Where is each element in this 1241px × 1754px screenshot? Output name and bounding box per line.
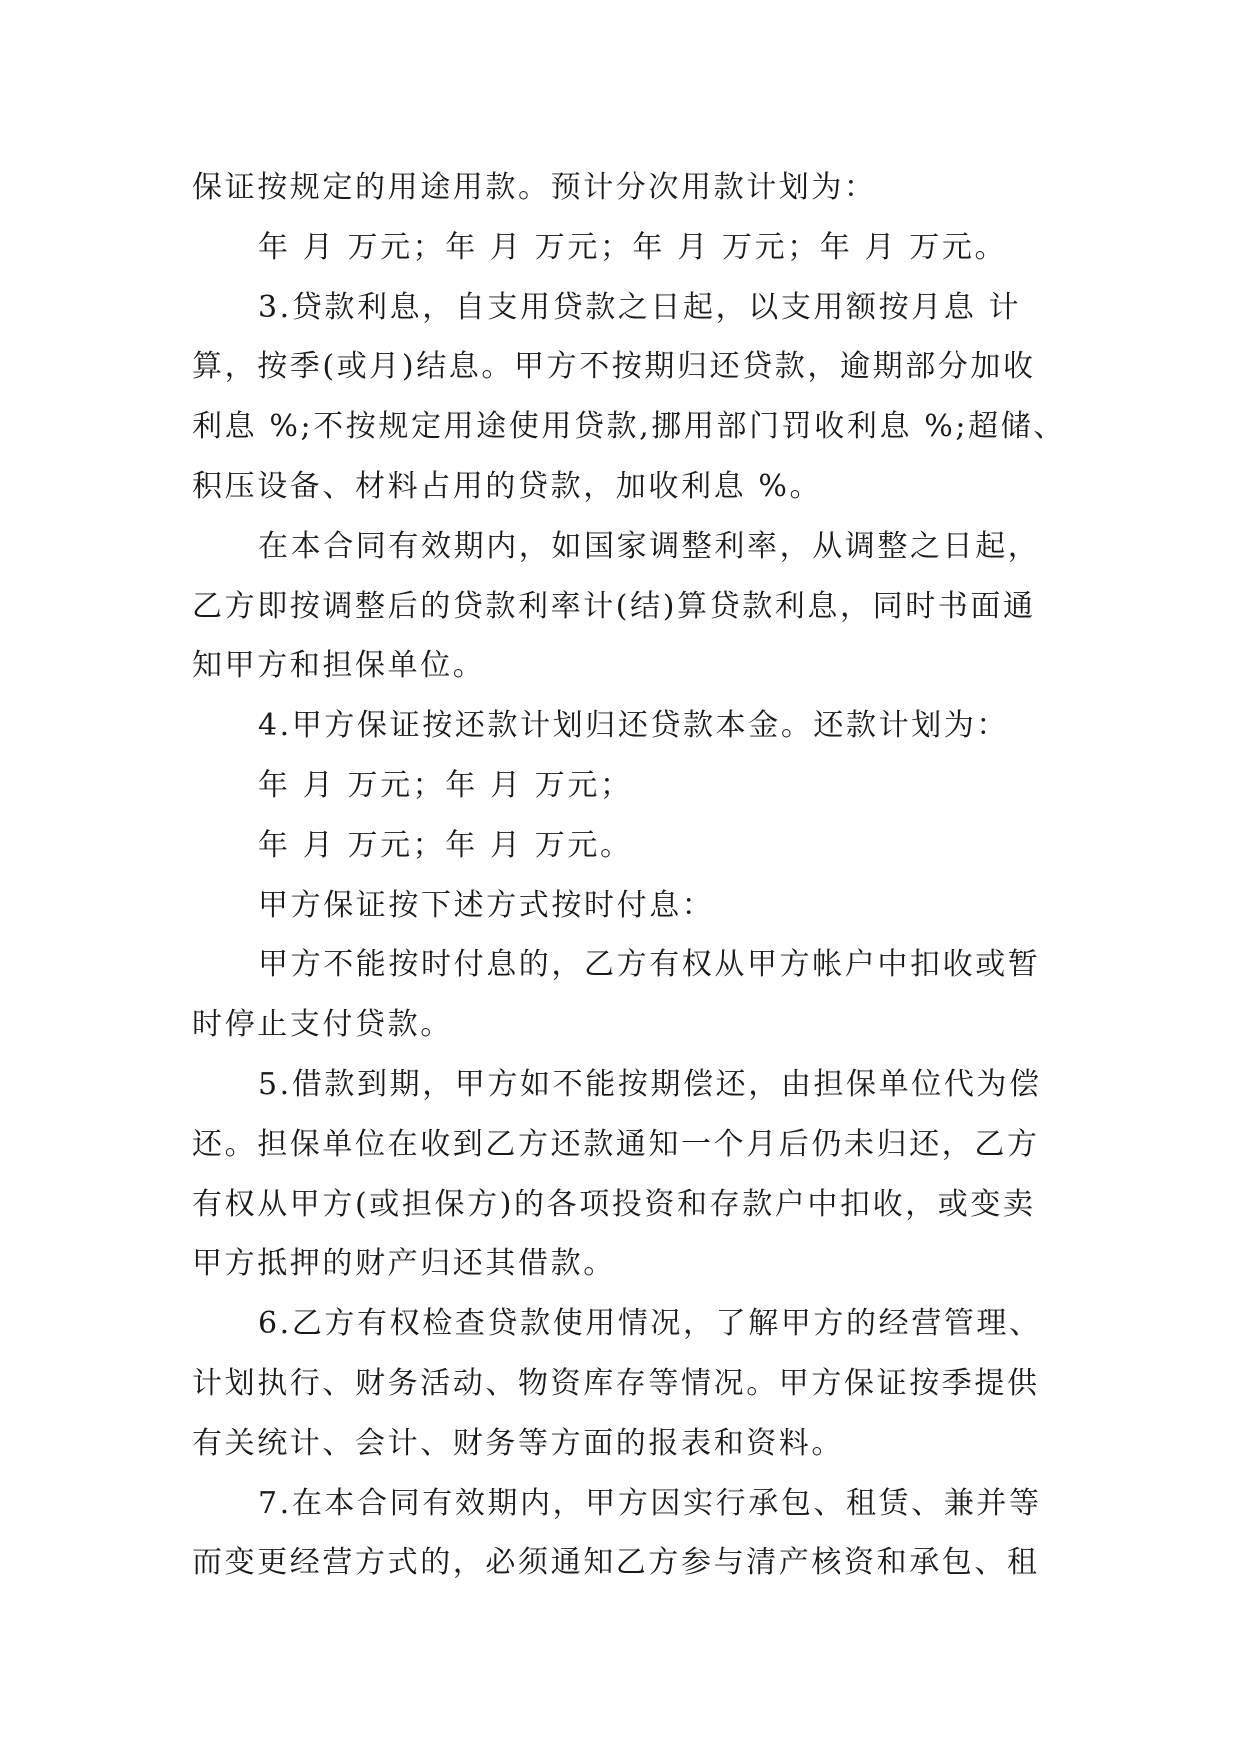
text-line: 3.贷款利息，自支用贷款之日起，以支用额按月息 计 xyxy=(258,290,1022,325)
text-line: 甲方保证按下述方式按时付息： xyxy=(258,888,715,923)
text-line: 在本合同有效期内，如国家调整利率，从调整之日起， xyxy=(258,529,1041,564)
text-line: 还。担保单位在收到乙方还款通知一个月后仍未归还，乙方 xyxy=(192,1127,1040,1162)
text-line: 甲方不能按时付息的，乙方有权从甲方帐户中扣收或暂 xyxy=(258,947,1041,982)
text-line: 保证按规定的用途用款。预计分次用款计划为： xyxy=(192,170,877,205)
text-line: 计划执行、财务活动、物资库存等情况。甲方保证按季提供 xyxy=(192,1366,1040,1401)
text-line: 有权从甲方(或担保方)的各项投资和存款户中扣收，或变卖 xyxy=(192,1187,1036,1222)
text-line: 积压设备、材料占用的贷款，加收利息 %。 xyxy=(192,469,823,504)
text-line: 利息 %;不按规定用途使用贷款,挪用部门罚收利息 %;超储、 xyxy=(192,409,1066,444)
text-line: 时停止支付贷款。 xyxy=(192,1007,453,1042)
text-line: 有关统计、会计、财务等方面的报表和资料。 xyxy=(192,1426,844,1461)
text-line: 4.甲方保证按还款计划归还贷款本金。还款计划为： xyxy=(258,708,1010,743)
text-line: 7.在本合同有效期内，甲方因实行承包、租赁、兼并等 xyxy=(258,1486,1042,1521)
text-line: 6.乙方有权检查贷款使用情况，了解甲方的经营管理、 xyxy=(258,1306,1042,1341)
text-line: 而变更经营方式的，必须通知乙方参与清产核资和承包、租 xyxy=(192,1545,1040,1580)
text-line: 年 月 万元；年 月 万元； xyxy=(258,768,633,803)
text-line: 知甲方和担保单位。 xyxy=(192,648,486,683)
text-line: 年 月 万元；年 月 万元。 xyxy=(258,828,633,863)
text-line: 算，按季(或月)结息。甲方不按期归还贷款，逾期部分加收 xyxy=(192,349,1036,384)
text-line: 年 月 万元；年 月 万元；年 月 万元；年 月 万元。 xyxy=(258,230,1008,265)
text-line: 5.借款到期，甲方如不能按期偿还，由担保单位代为偿 xyxy=(258,1067,1042,1102)
text-line: 甲方抵押的财产归还其借款。 xyxy=(192,1246,616,1281)
text-line: 乙方即按调整后的贷款利率计(结)算贷款利息，同时书面通 xyxy=(192,589,1036,624)
